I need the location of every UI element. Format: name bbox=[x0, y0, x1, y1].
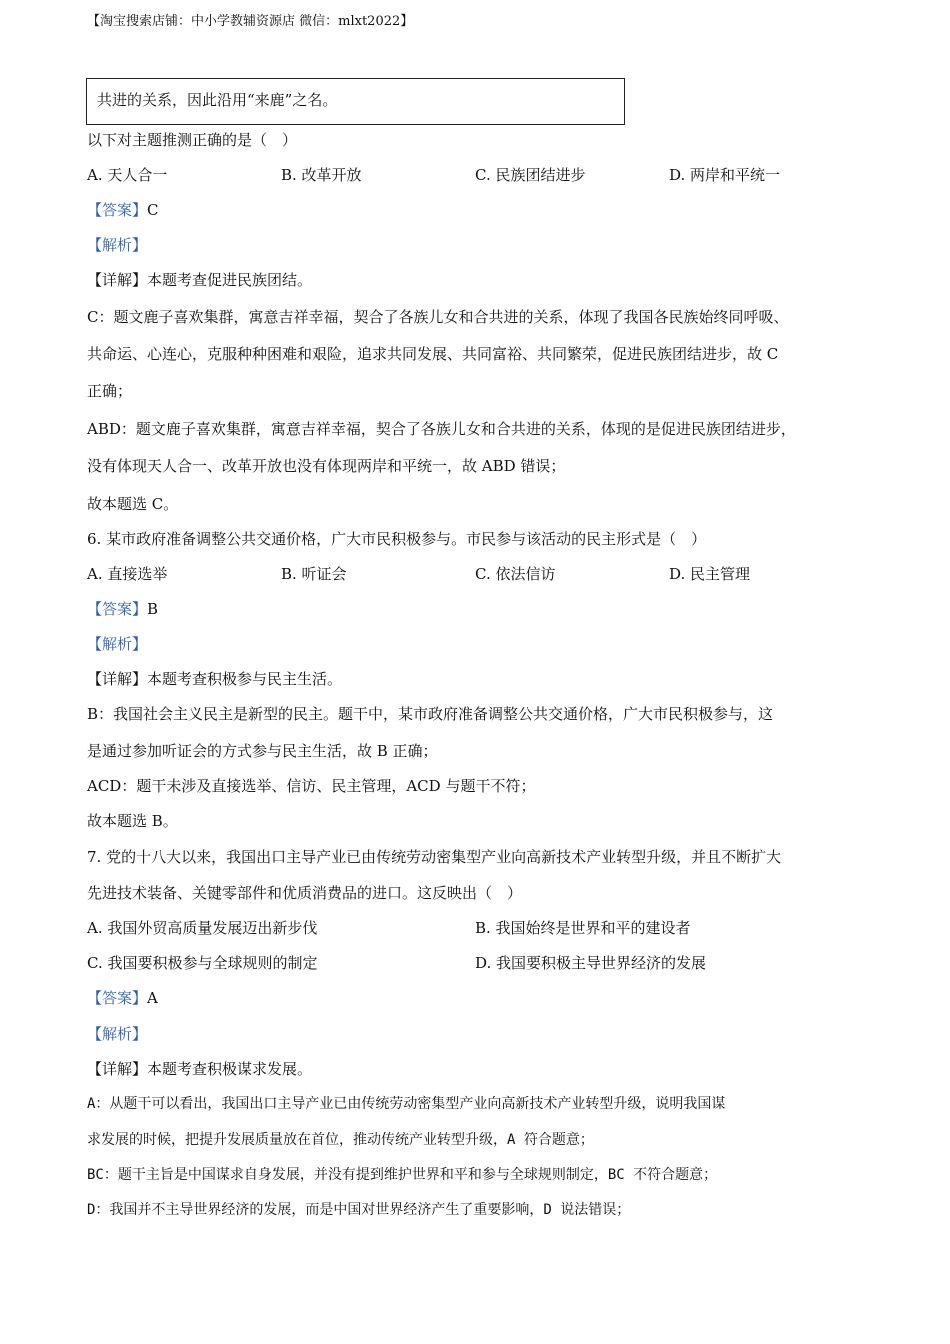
answer-label: 【答案】 bbox=[87, 600, 148, 618]
q6-option-d: D. 民主管理 bbox=[669, 565, 751, 583]
q5-line: 共命运、心连心，克服种种困难和艰险，追求共同发展、共同富裕、共同繁荣，促进民族团结进步，故 C bbox=[87, 345, 779, 363]
q6-detail: 【详解】本题考查积极参与民主生活。 bbox=[87, 670, 343, 688]
page-header: 【淘宝搜索店铺：中小学教辅资源店 微信：mlxt2022】 bbox=[87, 14, 414, 29]
q5-option-a: A. 天人合一 bbox=[87, 166, 168, 184]
q7-option-d: D. 我国要积极主导世界经济的发展 bbox=[475, 954, 707, 972]
material-text: 共进的关系，因此沿用“来鹿”之名。 bbox=[97, 91, 338, 109]
q6-line: 是通过参加听证会的方式参与民主生活，故 B 正确； bbox=[87, 742, 438, 760]
q7-line: A：从题干可以看出，我国出口主导产业已由传统劳动密集型产业向高新技术产业转型升级，说明我国谋 bbox=[87, 1096, 726, 1112]
q5-line: 没有体现天人合一、改革开放也没有体现两岸和平统一，故 ABD 错误； bbox=[87, 457, 566, 475]
q5-option-b: B. 改革开放 bbox=[281, 166, 362, 184]
q6-stem: 6. 某市政府准备调整公共交通价格，广大市民积极参与。市民参与该活动的民主形式是（ ） bbox=[87, 530, 707, 548]
answer-value: C bbox=[147, 201, 159, 219]
q7-line: 求发展的时候，把提升发展质量放在首位，推动传统产业转型升级，A 符合题意； bbox=[87, 1132, 594, 1148]
q6-option-b: B. 听证会 bbox=[281, 565, 347, 583]
q7-option-c: C. 我国要积极参与全球规则的制定 bbox=[87, 954, 318, 972]
answer-label: 【答案】 bbox=[87, 201, 148, 219]
q7-line: BC：题干主旨是中国谋求自身发展，并没有提到维护世界和平和参与全球规则制定，BC 不符合题意； bbox=[87, 1167, 718, 1183]
q5-line: 正确； bbox=[87, 382, 133, 400]
q7-option-b: B. 我国始终是世界和平的建设者 bbox=[475, 919, 691, 937]
answer-value: A bbox=[147, 989, 158, 1007]
q6-line: 故本题选 B。 bbox=[87, 812, 178, 830]
q6-line: ACD：题干未涉及直接选举、信访、民主管理，ACD 与题干不符； bbox=[87, 777, 536, 795]
q5-line: ABD：题文鹿子喜欢集群，寓意吉祥幸福，契合了各族儿女和合共进的关系，体现的是促进民族团结进步， bbox=[87, 420, 796, 438]
answer-value: B bbox=[147, 600, 159, 618]
q6-option-c: C. 依法信访 bbox=[475, 565, 556, 583]
q7-answer bbox=[87, 988, 158, 1008]
q5-detail: 【详解】本题考查促进民族团结。 bbox=[87, 271, 313, 289]
q6-answer bbox=[87, 599, 158, 619]
q6-analysis-label: 【解析】 bbox=[87, 635, 148, 653]
q7-stem: 先进技术装备、关键零部件和优质消费品的进口。这反映出（ ） bbox=[87, 884, 523, 902]
q5-stem: 以下对主题推测正确的是（ ） bbox=[87, 131, 298, 149]
q7-detail: 【详解】本题考查积极谋求发展。 bbox=[87, 1060, 313, 1078]
material-box bbox=[86, 78, 625, 125]
q5-option-d: D. 两岸和平统一 bbox=[669, 166, 781, 184]
q5-line: 故本题选 C。 bbox=[87, 495, 179, 513]
q7-option-a: A. 我国外贸高质量发展迈出新步伐 bbox=[87, 919, 318, 937]
q5-line: C：题文鹿子喜欢集群，寓意吉祥幸福，契合了各族儿女和合共进的关系，体现了我国各民族始终同呼吸、 bbox=[87, 308, 789, 326]
q7-stem: 7. 党的十八大以来，我国出口主导产业已由传统劳动密集型产业向高新技术产业转型升级，并且不断扩大 bbox=[87, 848, 782, 866]
q7-analysis-label: 【解析】 bbox=[87, 1025, 148, 1043]
q6-line: B：我国社会主义民主是新型的民主。题干中，某市政府准备调整公共交通价格，广大市民积极参与，这 bbox=[87, 705, 774, 723]
q5-analysis-label: 【解析】 bbox=[87, 236, 148, 254]
q5-answer bbox=[87, 200, 159, 220]
q6-option-a: A. 直接选举 bbox=[87, 565, 168, 583]
q5-option-c: C. 民族团结进步 bbox=[475, 166, 586, 184]
q7-line: D：我国并不主导世界经济的发展，而是中国对世界经济产生了重要影响，D 说法错误； bbox=[87, 1202, 631, 1218]
answer-label: 【答案】 bbox=[87, 989, 148, 1007]
